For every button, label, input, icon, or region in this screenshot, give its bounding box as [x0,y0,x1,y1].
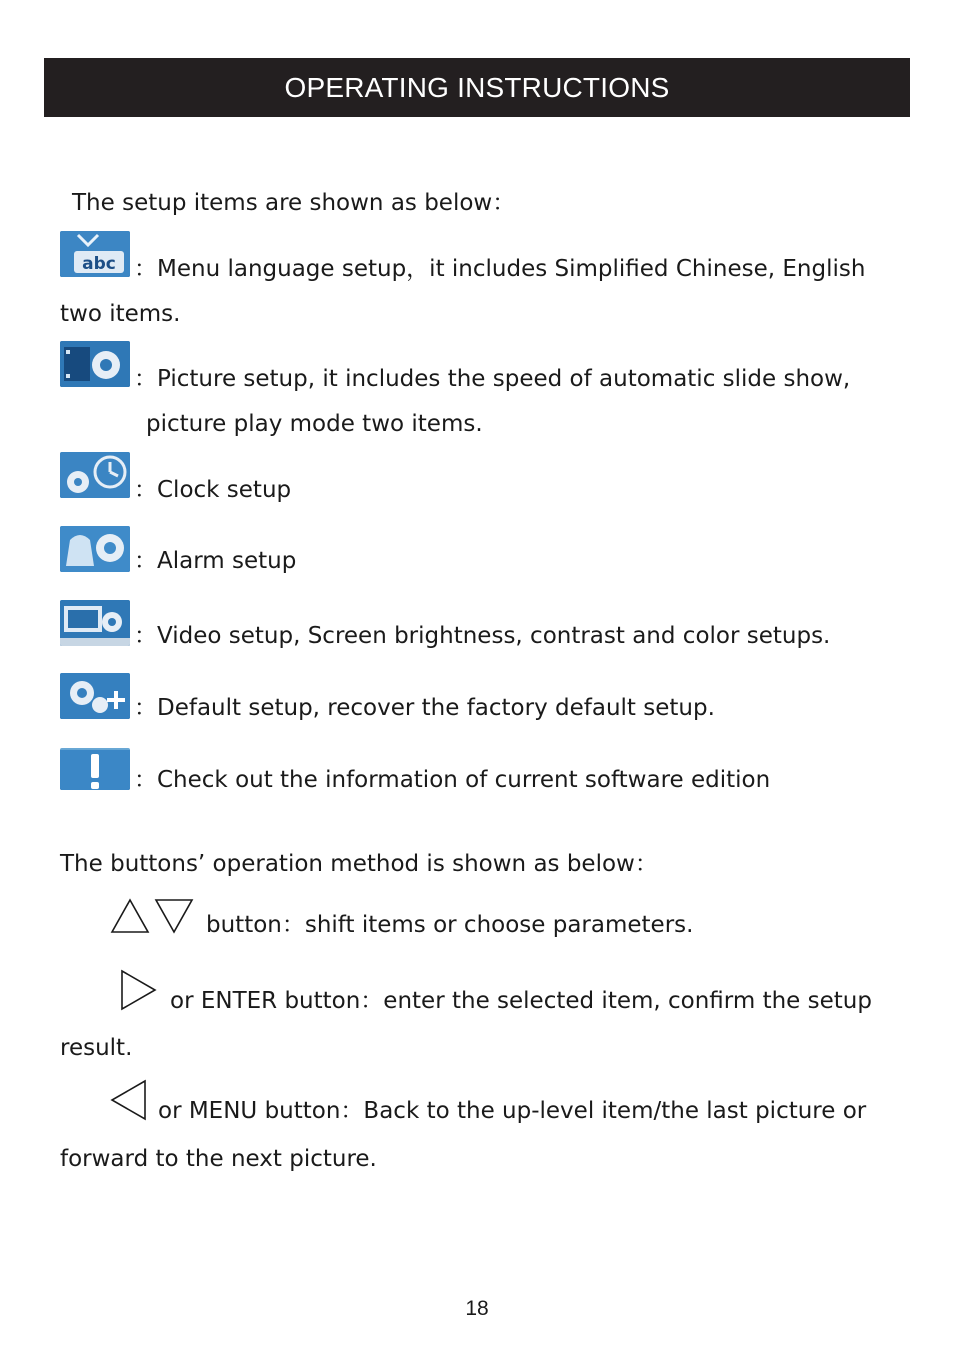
setup-item-clock-text: ：Clock setup [134,477,292,503]
right-triangle-icon [120,969,158,1011]
language-abc-icon [60,231,130,277]
setup-item-language-text-cont: two items. [60,301,181,327]
setup-item-language-text: ：Menu language setup，it includes Simplified Chinese, English [134,256,866,282]
setup-intro: The setup items are shown as below： [72,190,516,216]
setup-item-default-text: ：Default setup, recover the factory default setup. [134,695,715,721]
button-left-text: or MENU button：Back to the up-level item/the last picture or [158,1098,867,1124]
setup-item-picture-text-cont: picture play mode two items. [146,411,483,437]
setup-item-info-text: ：Check out the information of current software edition [134,767,771,793]
setup-item-video-text: ：Video setup, Screen brightness, contrast and color setups. [134,623,831,649]
up-down-triangle-icon [110,897,196,935]
button-right-text: or ENTER button：enter the selected item, confirm the setup [170,988,872,1014]
default-setup-icon [60,673,130,719]
page-number: 18 [465,1297,489,1320]
setup-item-alarm-text: ：Alarm setup [134,548,297,574]
video-setup-icon [60,600,130,646]
svg-text:abc: abc [82,254,116,274]
picture-setup-icon [60,341,130,387]
button-right-text-cont: result. [60,1035,133,1061]
header-title: OPERATING INSTRUCTIONS [284,71,670,103]
buttons-intro: The buttons’ operation method is shown as below： [60,851,658,877]
button-left-text-cont: forward to the next picture. [60,1146,377,1172]
button-updown-text: button：shift items or choose parameters. [206,912,694,938]
info-icon [60,748,130,790]
setup-item-picture-text: ：Picture setup, it includes the speed of automatic slide show, [134,366,851,392]
page-header [44,58,910,117]
alarm-setup-icon [60,526,130,572]
left-triangle-icon [110,1079,148,1121]
clock-setup-icon [60,452,130,498]
